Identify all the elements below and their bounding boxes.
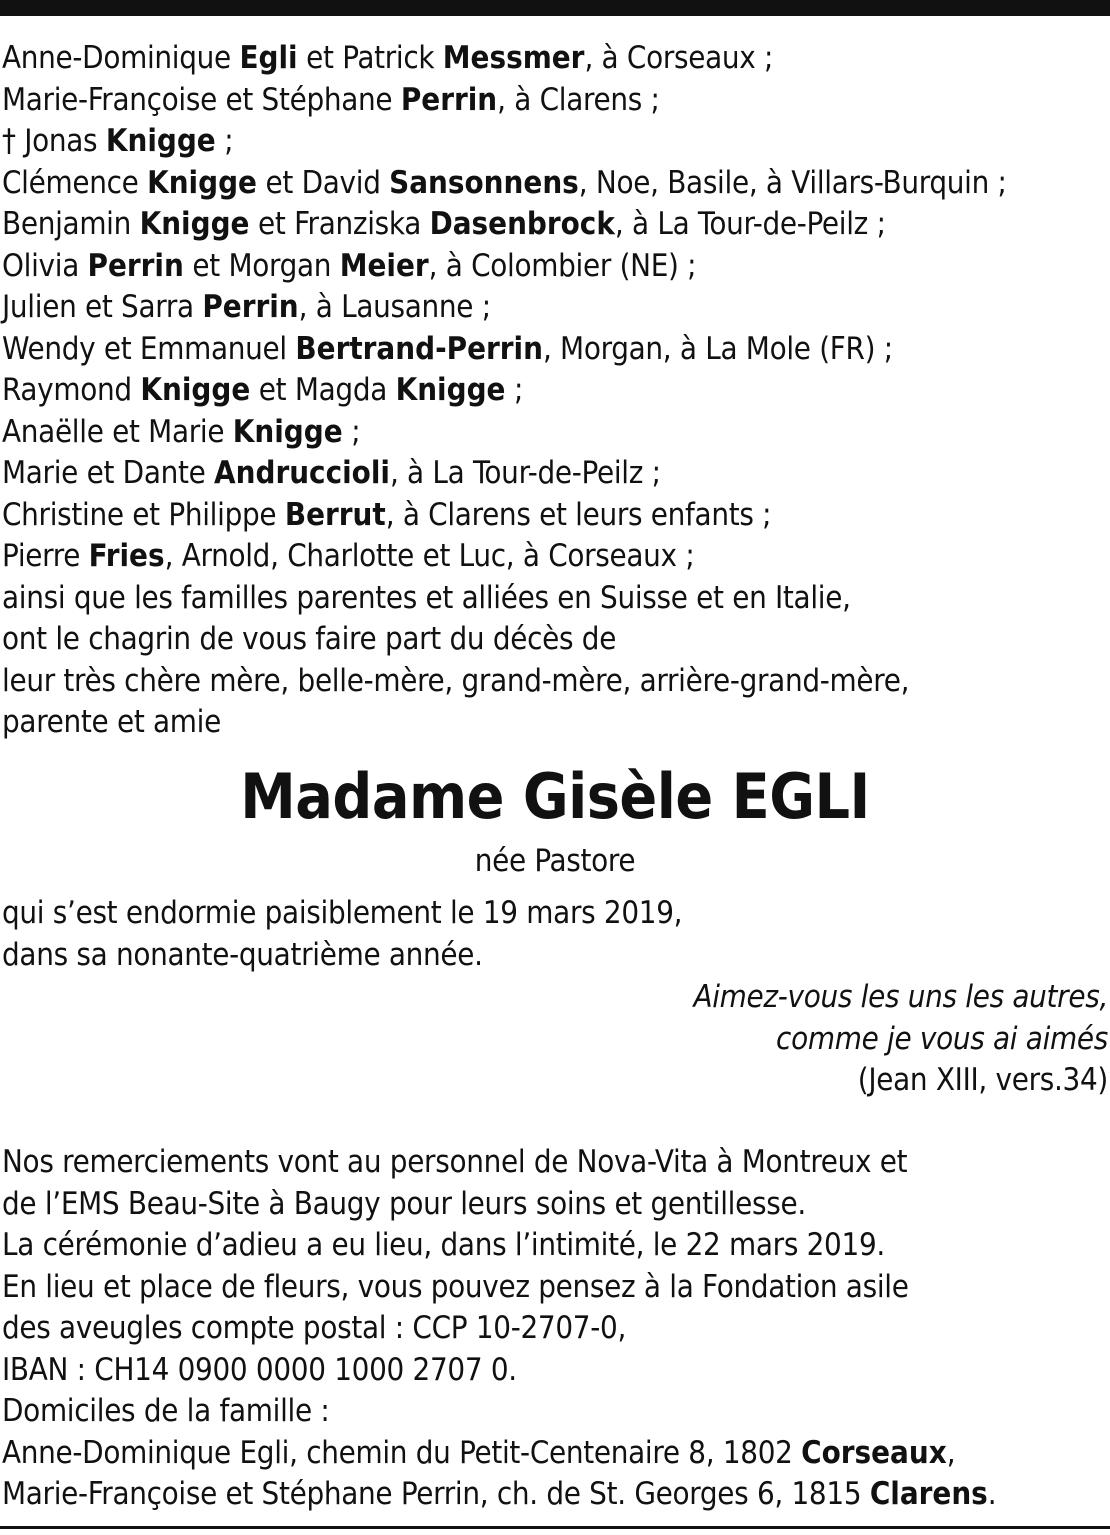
family-line <box>2 80 1108 122</box>
text-segment: et David <box>256 164 390 201</box>
text-segment: , à La Tour-de-Peilz ; <box>389 455 661 491</box>
text-segment: et Patrick <box>297 40 443 76</box>
text-segment: Marie-Françoise et Stéphane Perrin, ch. de St. Georges 6, 1815 <box>2 1476 870 1512</box>
quote-reference: (Jean XIII, vers.34) <box>857 1062 1108 1098</box>
text-segment: parente et amie <box>2 704 221 740</box>
text-segment: et Morgan <box>183 247 340 284</box>
top-border-rule <box>0 0 1110 16</box>
text-segment: Julien et Sarra <box>2 289 203 325</box>
family-line <box>2 204 1108 246</box>
family-line <box>2 287 1108 329</box>
family-line <box>2 578 1108 620</box>
surname: Fries <box>88 538 165 574</box>
surname: Knigge <box>232 413 343 450</box>
text-segment: Domiciles de la famille : <box>2 1393 330 1429</box>
text-segment: Marie et Dante <box>2 455 215 491</box>
text-segment: ainsi que les familles parentes et alliées en Suisse et en Italie, <box>2 579 851 616</box>
surname: Clarens <box>869 1476 988 1512</box>
family-line <box>2 246 1108 288</box>
info-line <box>2 1184 1108 1226</box>
text-segment: , <box>946 1434 956 1471</box>
surname: Messmer <box>442 40 585 76</box>
info-line <box>2 1350 1108 1392</box>
surname: Knigge <box>395 372 506 408</box>
deceased-name: Madame Gisèle EGLI <box>240 760 870 833</box>
death-line: dans sa nonante-quatrième année. <box>2 936 483 973</box>
text-segment: Anne-Dominique <box>2 40 240 76</box>
family-line <box>2 38 1108 80</box>
surname: Egli <box>239 40 298 76</box>
text-segment: Marie-Françoise et Stéphane <box>2 81 401 118</box>
text-segment: En lieu et place de fleurs, vous pouvez pensez à la Fondation asile <box>2 1268 909 1305</box>
text-segment: † Jonas <box>2 123 106 159</box>
text-segment: Christine et Philippe <box>2 496 285 533</box>
family-line <box>2 163 1108 205</box>
text-segment: , Morgan, à La Mole (FR) ; <box>542 330 893 367</box>
text-segment: Anaëlle et Marie <box>2 413 233 450</box>
surname: Meier <box>339 247 429 284</box>
quote-line: comme je vous ai aimés <box>776 1020 1108 1057</box>
text-segment: leur très chère mère, belle-mère, grand-mère, arrière-grand-mère, <box>2 662 910 699</box>
text-segment: Wendy et Emmanuel <box>2 330 296 367</box>
family-line <box>2 412 1108 454</box>
info-line <box>2 1267 1108 1309</box>
text-segment: et Magda <box>250 372 396 408</box>
text-segment: , à Corseaux ; <box>584 40 774 76</box>
family-line <box>2 121 1108 163</box>
family-list <box>2 38 1108 744</box>
surname: Knigge <box>139 206 250 242</box>
text-segment: ; <box>505 372 524 408</box>
thanks-and-info <box>2 1142 1108 1516</box>
surname: Sansonnens <box>389 164 579 201</box>
text-segment: ; <box>215 123 234 159</box>
text-segment: , à Lausanne ; <box>298 289 491 325</box>
text-segment: Clémence <box>2 164 148 201</box>
text-segment: ; <box>342 413 361 450</box>
family-line <box>2 370 1108 412</box>
family-line <box>2 619 1108 661</box>
surname: Bertrand-Perrin <box>295 330 543 367</box>
maiden-name: née Pastore <box>474 843 636 879</box>
family-line <box>2 495 1108 537</box>
text-segment: des aveugles compte postal : CCP 10-2707-0, <box>2 1310 627 1346</box>
bottom-border-rule <box>0 1526 1110 1529</box>
text-segment: IBAN : CH14 0900 0000 1000 2707 0. <box>2 1351 517 1388</box>
surname: Perrin <box>400 81 498 118</box>
text-segment: , Arnold, Charlotte et Luc, à Corseaux ; <box>164 538 695 574</box>
text-segment: Raymond <box>2 372 141 408</box>
surname: Corseaux <box>801 1434 947 1471</box>
text-segment: Anne-Dominique Egli, chemin du Petit-Centenaire 8, 1802 <box>2 1434 802 1471</box>
text-segment: ont le chagrin de vous faire part du décès de <box>2 621 617 657</box>
surname: Perrin <box>87 247 184 284</box>
death-notice <box>2 893 1108 976</box>
info-line <box>2 1391 1108 1433</box>
quote-line: Aimez-vous les uns les autres, <box>693 979 1108 1015</box>
text-segment: , à Clarens ; <box>497 81 660 118</box>
info-line <box>2 1225 1108 1267</box>
text-segment: , à Colombier (NE) ; <box>428 247 697 284</box>
surname: Dasenbrock <box>429 206 615 242</box>
info-line <box>2 1142 1108 1184</box>
surname: Knigge <box>140 372 251 408</box>
surname: Knigge <box>147 164 257 201</box>
family-line <box>2 702 1108 744</box>
text-segment: , à Clarens et leurs enfants ; <box>385 496 772 533</box>
info-line <box>2 1474 1108 1516</box>
text-segment: de l’EMS Beau-Site à Baugy pour leurs soins et gentillesse. <box>2 1185 806 1222</box>
info-line <box>2 1433 1108 1475</box>
text-segment: Pierre <box>2 538 89 574</box>
death-line: qui s’est endormie paisiblement le 19 mars 2019, <box>2 895 683 931</box>
bible-quote <box>408 977 1108 1102</box>
info-line <box>2 1308 1108 1350</box>
family-line <box>2 536 1108 578</box>
text-segment: , à La Tour-de-Peilz ; <box>614 206 886 242</box>
surname: Berrut <box>284 496 386 533</box>
surname: Perrin <box>202 289 299 325</box>
surname: Andruccioli <box>214 455 390 491</box>
text-segment: La cérémonie d’adieu a eu lieu, dans l’intimité, le 22 mars 2019. <box>2 1227 885 1263</box>
family-line <box>2 661 1108 703</box>
text-segment: Nos remerciements vont au personnel de Nova-Vita à Montreux et <box>2 1144 908 1180</box>
family-line <box>2 329 1108 371</box>
family-line <box>2 453 1108 495</box>
text-segment: Olivia <box>2 247 88 284</box>
text-segment: . <box>987 1476 997 1512</box>
text-segment: et Franziska <box>249 206 430 242</box>
text-segment: , Noe, Basile, à Villars-Burquin ; <box>578 164 1007 201</box>
surname: Knigge <box>105 123 216 159</box>
text-segment: Benjamin <box>2 206 140 242</box>
